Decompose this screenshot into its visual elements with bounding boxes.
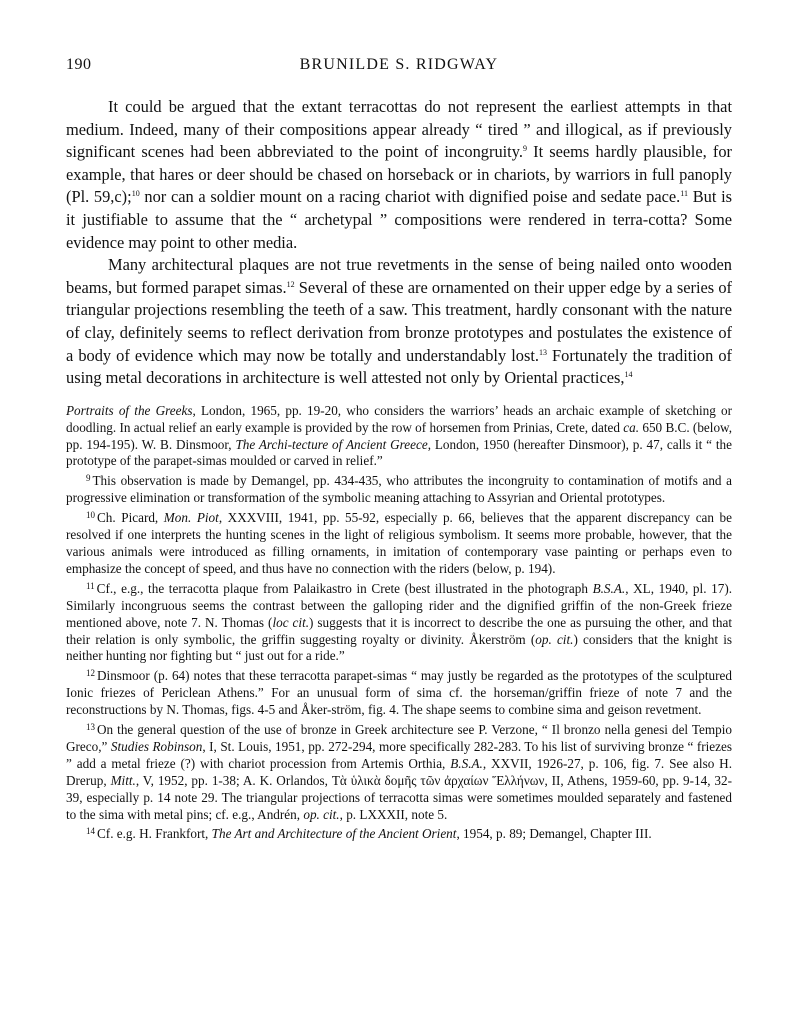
footnote-14: $^{14}$ Cf. e.g. H. Frankfort, The Art and Architecture of the Ancient Orient, 1954, p. 89; Demangel, Chapter III. (86, 826, 652, 842)
footnote-ref-13[interactable]: 13 (539, 347, 547, 357)
footnote-number: 10 (86, 510, 95, 521)
footnote-ref-9[interactable]: 9 (522, 144, 527, 154)
footnote-ref-12[interactable]: 12 (286, 279, 295, 289)
footnote-8-continuation: Portraits of the Greeks, London, 1965, pp. 19-20, who considers the warriors’ heads an archaic example of sketching or doodling. In actual relief an early example is provided by the row of horsemen from Prinias, Crete, dated ca. 650 B.C. (below, pp. 194-195). W. B. Dinsmoor, The Archi-tecture of Ancient Greece, London, 1950 (hereafter Dinsmoor), p. 47, calls it “ the prototype of the parapet-simas moulded or carved in relief.” (66, 402, 732, 469)
footnote-10: $^{10}$ Ch. Picard, Mon. Piot, XXXVIII, 1941, pp. 55-92, especially p. 66, believes that the apparent discrepancy can be resolved if one interprets the hunting scenes in the light of religious symbolism. It seems more probable, however, that the various animals were introduced as filling ornaments, in imitation of contemporary vase painting or perhaps even to emphasize the concept of speed, and thus have no connection with the riders (below, p. 194). (66, 510, 732, 576)
greek-title: Τὰ ὑλικὰ δομῆς τῶν ἀρχαίων Ἕλλήνων (331, 772, 545, 788)
body-paragraph-1: It could be argued that the extant terracottas do not represent the earliest attempts in that medium. Indeed, many of their compositions appear already “ tired ” and illogical, as if previously significant scenes had been abbreviated to the point of incongruity.$^9$ It seems hardly plausible, for example, that hares or deer should be chased on horseback or in chariots, by warriors in full panoply (Pl. 59,c);$^{10}$ nor can a soldier mount on a racing chariot with dignified poise and sedate pace.$^{11}$ But is it justifiable to assume that the “ archetypal ” compositions were rendered in terra-cotta? Some evidence may point to other media. (66, 97, 733, 252)
footnote-number: 9 (86, 473, 91, 484)
footnotes (66, 403, 732, 844)
footnote-12: $^{12}$ Dinsmoor (p. 64) notes that these terracotta parapet-simas “ may justly be regarded as the prototypes of the sculptured Ionic friezes of Periclean Athens.” For an unusual form of sima cf. the horseman/griffin frieze of note 7 and the reconstructions by N. Thomas, figs. 4-5 and Åker-ström, fig. 4. The shape seems to combine sima and geison revetment. (66, 668, 732, 718)
footnote-number: 14 (86, 826, 95, 837)
main-text (66, 96, 732, 390)
footnote-11: $^{11}$ Cf., e.g., the terracotta plaque from Palaikastro in Crete (best illustrated in the photograph B.S.A., XL, 1940, pl. 17). Similarly incongruous seems the contrast between the galloping rider and the dignified griffin of the non-Greek frieze mentioned above, note 7. N. Thomas (loc cit.) suggests that it is incorrect to describe the one as pursuing the other, and that their relation is only symbolic, the griffin suggesting royalty or divinity. Åkerström (op. cit.) considers that the knight is neither hunting nor fighting but “ just out for a ride.” (66, 580, 733, 664)
footnote-number: 13 (86, 722, 95, 733)
footnote-13: $^{13}$ On the general question of the use of bronze in Greek architecture see P. Verzone, “ Il bronzo nella genesi del Tempio Greco,” Studies Robinson, I, St. Louis, 1951, pp. 272-294, more specifically 282-283. To his list of surviving bronze “ friezes ” add a metal frieze (?) with chariot procession from Artemis Orthia, B.S.A., XXVII, 1926-27, p. 106, fig. 7. See also H. Drerup, Mitt., V, 1952, pp. 1-38; A. K. Orlandos, Τὰ ὑλικὰ δομῆς τῶν ἀρχαίων Ἕλλήνων, II, Athens, 1959-60, pp. 9-14, 32-39, especially p. 14 note 29. The triangular projections of terracotta simas were sometimes moulded separately and fastened to the sima with metal pins; cf. e.g., Andrén, op. cit., p. LXXXII, note 5. (66, 722, 733, 822)
footnote-number: 12 (86, 668, 95, 679)
page-header (66, 56, 732, 80)
footnote-ref-14[interactable]: 14 (624, 370, 633, 380)
page (66, 56, 732, 846)
body-paragraph-2: Many architectural plaques are not true revetments in the sense of being nailed onto wooden beams, but formed parapet simas.$^{12}$ Several of these are ornamented on their upper edge by a series of triangular projections resembling the teeth of a saw. This treatment, hardly consonant with the nature of clay, definitely seems to reflect derivation from bronze prototypes and postulates the existence of a body of evidence which may now be totally and understandably lost.$^{13}$ Fortunately the tradition of using metal decorations in architecture is well attested not only by Oriental practices,$^{14}$ (66, 255, 732, 388)
footnote-number: 11 (86, 580, 95, 591)
running-head: BRUNILDE S. RIDGWAY (299, 56, 499, 73)
footnote-ref-10[interactable]: 10 (131, 189, 140, 199)
page-number: 190 (66, 56, 92, 73)
footnote-9: $^9$ This observation is made by Demangel, pp. 434-435, who attributes the incongruity to contamination of motifs and a progressive elimination or transformation of the symbolic meaning attaching to Assyrian and Oriental prototypes. (66, 473, 732, 506)
footnote-ref-11[interactable]: 11 (680, 189, 688, 199)
